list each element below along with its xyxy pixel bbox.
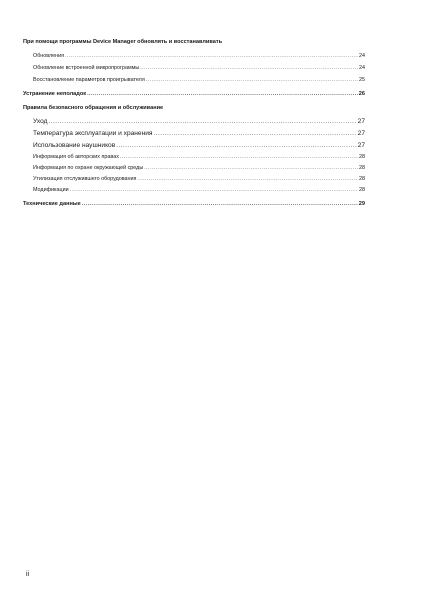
toc-item-title: Модификации xyxy=(33,187,69,193)
dot-leader xyxy=(116,140,356,152)
toc-item-modifications[interactable] xyxy=(23,185,365,196)
dot-leader xyxy=(87,90,358,98)
toc-item-title: Использование наушников xyxy=(33,142,116,149)
toc-section-page: 29 xyxy=(358,201,365,207)
toc-item-page: 28 xyxy=(359,165,365,171)
dot-leader xyxy=(140,62,358,74)
toc-item-page: 24 xyxy=(359,65,365,71)
toc-item-page: 25 xyxy=(359,77,365,83)
toc-item-environment[interactable] xyxy=(23,163,365,174)
page-number: ii xyxy=(26,571,30,578)
dot-leader xyxy=(120,152,358,163)
toc-item-page: 27 xyxy=(357,130,365,137)
toc-section-device-manager xyxy=(23,38,365,46)
toc-item-title: Восстановление параметров проигрывателя xyxy=(33,77,145,83)
toc-item-page: 24 xyxy=(359,53,365,59)
dot-leader xyxy=(137,174,358,185)
toc-item-page: 28 xyxy=(359,176,365,182)
toc-section-title: При помощи программы Device Manager обновлять и восстанавливать xyxy=(23,39,223,45)
toc-item-copyright[interactable] xyxy=(23,152,365,163)
toc-item-page: 27 xyxy=(357,142,365,149)
toc-section-safety xyxy=(23,104,365,112)
toc-item-page: 28 xyxy=(359,154,365,160)
toc-section-troubleshooting[interactable] xyxy=(23,90,365,98)
toc-item-title: Обновление встроенной микропрограммы xyxy=(33,65,140,71)
table-of-contents xyxy=(23,38,365,208)
dot-leader xyxy=(154,128,357,140)
toc-item-title: Температура эксплуатации и хранения xyxy=(33,130,153,137)
toc-item-updates[interactable] xyxy=(23,50,365,62)
dot-leader xyxy=(49,116,357,128)
dot-leader xyxy=(144,163,358,174)
toc-item-care[interactable] xyxy=(23,116,365,128)
dot-leader xyxy=(65,50,358,62)
toc-item-page: 27 xyxy=(357,118,365,125)
toc-item-title: Уход xyxy=(33,118,48,125)
toc-item-title: Обновления xyxy=(33,53,65,59)
toc-item-firmware-update[interactable] xyxy=(23,62,365,74)
toc-section-title: Устранение неполадок xyxy=(23,91,87,97)
toc-item-headphones[interactable] xyxy=(23,140,365,152)
toc-section-specifications[interactable] xyxy=(23,200,365,208)
toc-item-title: Информация по охране окружающей среды xyxy=(33,165,144,171)
toc-section-title: Правила безопасного обращения и обслуживание xyxy=(23,105,164,111)
toc-section-page: 26 xyxy=(358,91,365,97)
toc-item-disposal[interactable] xyxy=(23,174,365,185)
toc-item-restore-settings[interactable] xyxy=(23,74,365,86)
dot-leader xyxy=(70,185,358,196)
toc-item-title: Информация об авторских правах xyxy=(33,154,119,160)
toc-item-page: 28 xyxy=(359,187,365,193)
toc-section-title: Технические данные xyxy=(23,201,81,207)
toc-item-title: Утилизация отслужившего оборудования xyxy=(33,176,137,182)
dot-leader xyxy=(82,200,358,208)
toc-item-temperature[interactable] xyxy=(23,128,365,140)
dot-leader xyxy=(146,74,358,86)
